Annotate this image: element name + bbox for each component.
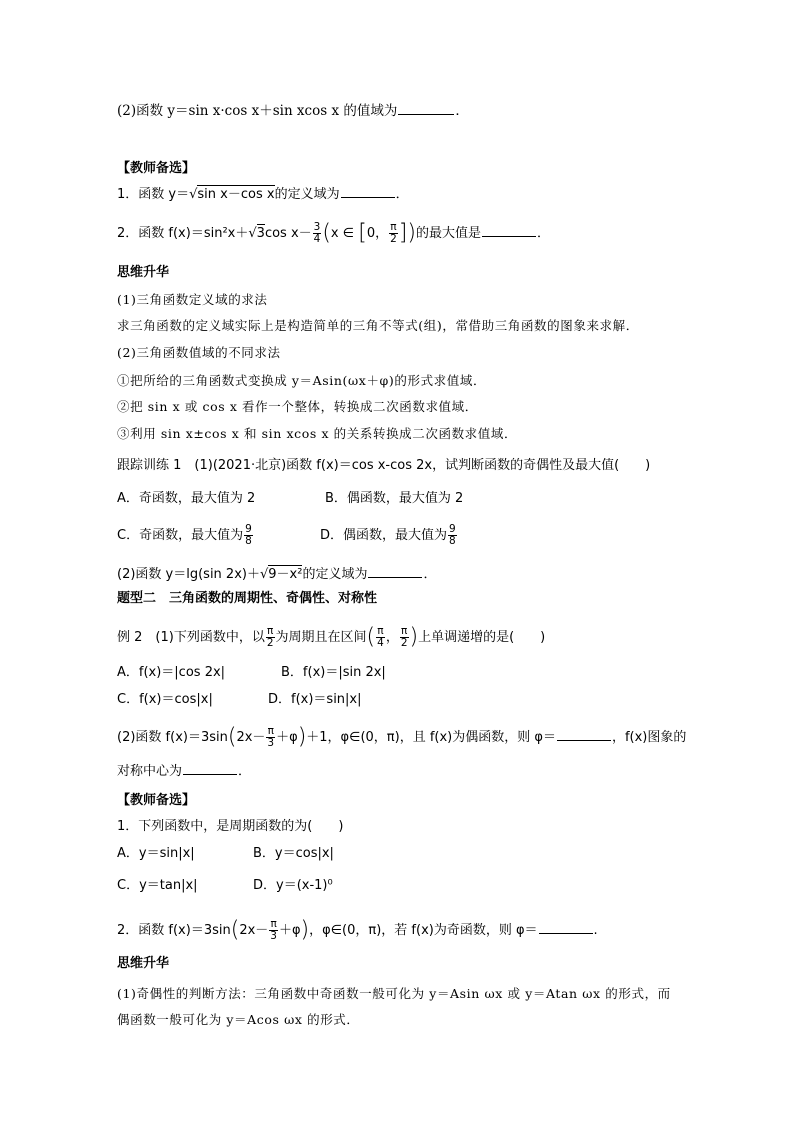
- fraction: $\frac{\pi}{3}$: [270, 918, 277, 942]
- example-2-part2-cont: 对称中心为 ．: [117, 761, 251, 781]
- method-line: ③利用 sin x±cos x 和 sin xcos x 的关系转换成二次函数求值域．: [117, 426, 518, 441]
- answer-blank[interactable]: [398, 101, 454, 115]
- option-d[interactable]: D．偶函数，最大值为 $\frac{9}{8}$: [320, 523, 456, 547]
- answer-blank[interactable]: [539, 920, 593, 934]
- option-a[interactable]: A．f(x)＝|cos 2x|: [117, 665, 226, 680]
- option-d[interactable]: D．f(x)＝sin|x|: [268, 692, 362, 707]
- fraction: $\frac{\pi}{2}$: [266, 625, 274, 649]
- teacher-q2: 2．函数 f(x)＝sin²x＋√3cos x－ $\frac{3}{4}$ (x ∈ [0， $\frac{\pi}{2}$ ])的最大值是 ．: [117, 220, 550, 246]
- q1-part2: (2)函数 y＝sin x·cos x＋sin xcos x 的值域为 ．: [117, 103, 469, 119]
- fraction: $\frac{\pi}{2}$: [390, 221, 397, 245]
- summary-line: (1)奇偶性的判断方法：三角函数中奇函数一般可化为 y＝Asin ωx 或 y＝Atan ωx 的形式，而: [117, 986, 671, 1001]
- answer-blank[interactable]: [368, 564, 422, 578]
- thinking-header: 思维升华: [117, 956, 170, 971]
- teacher-section-header: 【教师备选】: [117, 793, 196, 808]
- type-two-heading: 题型二 三角函数的周期性、奇偶性、对称性: [117, 591, 378, 606]
- fraction: $\frac{3}{4}$: [313, 221, 321, 245]
- option-c[interactable]: C．奇函数，最大值为 $\frac{9}{8}$: [117, 523, 252, 547]
- tracking-exercise-2: (2)函数 y＝lg(sin 2x)＋√9－x²的定义域为 ．: [117, 564, 436, 584]
- option-a[interactable]: A．y＝sin|x|: [117, 846, 195, 861]
- method-line: (2)三角函数值域的不同求法: [117, 345, 281, 360]
- method-line: ①把所给的三角函数式变换成 y＝Asin(ωx＋φ)的形式求值域．: [117, 373, 487, 388]
- option-b[interactable]: B．y＝cos|x|: [253, 846, 334, 861]
- answer-blank[interactable]: [183, 761, 237, 775]
- answer-blank[interactable]: [557, 727, 611, 741]
- method-line: 求三角函数的定义域实际上是构造简单的三角不等式(组)，常借助三角函数的图象来求解．: [117, 318, 639, 333]
- option-c[interactable]: C．f(x)＝cos|x|: [117, 692, 213, 707]
- option-d[interactable]: D．y＝(x-1)⁰: [253, 878, 333, 893]
- summary-line: 偶函数一般可化为 y＝Acos ωx 的形式．: [117, 1012, 360, 1027]
- example-2-part2: (2)函数 f(x)＝3sin(2x－ $\frac{\pi}{3}$ ＋φ)＋1，φ∈(0，π)，且 f(x)为偶函数，则 φ＝ ，f(x)图象的: [117, 724, 687, 750]
- fraction: $\frac{9}{8}$: [245, 523, 252, 547]
- option-b[interactable]: B．f(x)＝|sin 2x|: [281, 665, 386, 680]
- fraction: $\frac{\pi}{2}$: [400, 625, 408, 649]
- example-2-part1: 例 2 (1)下列函数中，以 $\frac{\pi}{2}$ 为周期且在区间( $\frac{\pi}{4}$ ， $\frac{\pi}{2}$ )上单调递增的是( ): [117, 624, 546, 650]
- fraction: $\frac{\pi}{3}$: [267, 725, 275, 749]
- answer-blank[interactable]: [482, 223, 536, 237]
- option-c[interactable]: C．y＝tan|x|: [117, 878, 198, 893]
- teacher-section-header: 【教师备选】: [117, 161, 196, 176]
- tracking-exercise-1: 跟踪训练 1 (1)(2021·北京)函数 f(x)＝cos x-cos 2x，试判断函数的奇偶性及最大值( ): [117, 458, 651, 473]
- fraction: $\frac{9}{8}$: [449, 523, 456, 547]
- thinking-header: 思维升华: [117, 265, 170, 280]
- method-line: ②把 sin x 或 cos x 看作一个整体，转换成二次函数求值域．: [117, 399, 478, 414]
- fraction: $\frac{\pi}{4}$: [377, 625, 384, 649]
- method-line: (1)三角函数定义域的求法: [117, 292, 268, 307]
- answer-blank[interactable]: [341, 184, 395, 198]
- option-a[interactable]: A．奇函数，最大值为 2: [117, 491, 256, 506]
- teacher-q1: 1．函数 y＝√sin x－cos x的定义域为 ．: [117, 184, 409, 204]
- teacher2-q2: 2．函数 f(x)＝3sin(2x－ $\frac{\pi}{3}$ ＋φ)，φ∈(0，π)，若 f(x)为奇函数，则 φ＝ .: [117, 917, 598, 943]
- teacher2-q1: 1．下列函数中，是周期函数的为( ): [117, 819, 344, 834]
- option-b[interactable]: B．偶函数，最大值为 2: [325, 491, 464, 506]
